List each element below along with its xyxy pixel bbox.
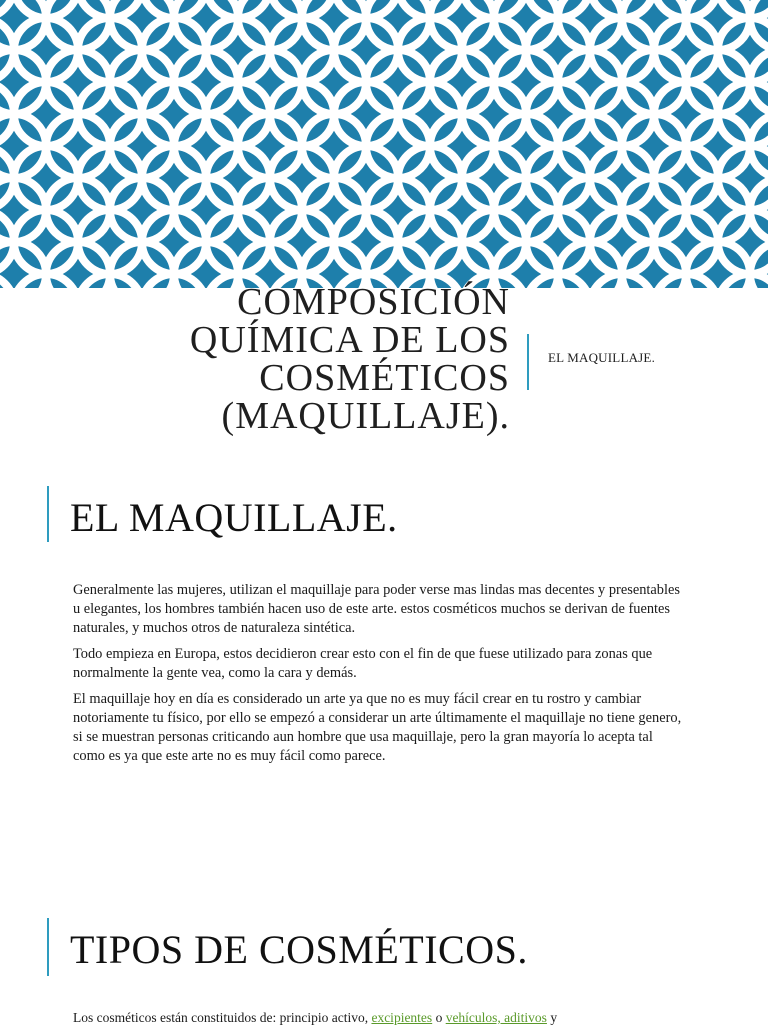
title-line-3: COSMÉTICOS [259,357,510,399]
intro-text: Los cosméticos están constituidos de: principio activo, [73,1010,372,1025]
section2-accent-bar [47,918,49,976]
title-line-4: (MAQUILLAJE). [221,395,510,437]
end-text: y [546,1010,558,1025]
paragraph-1: Generalmente las mujeres, utilizan el maquillaje para poder verse mas lindas mas decentes y presentables u elegantes, los hombres también hacen uso de este arte. estos cosméticos muchos se derivan de fuentes naturales, y muchos otros de naturaleza sintética. [73,582,680,636]
section1-heading: EL MAQUILLAJE. [70,495,398,540]
title-line-1: COMPOSICIÓN [237,281,510,323]
section1-accent-bar [47,486,49,542]
excipientes-link[interactable]: excipientes [371,1010,433,1025]
section2-heading: TIPOS DE COSMÉTICOS. [70,927,528,972]
vehiculos-aditivos-link[interactable]: vehículos, aditivos [445,1010,547,1025]
paragraph-2: Todo empieza en Europa, estos decidieron crear esto con el fin de que fuese utilizado para zonas que normalmente la gente vea, como la cara y demás. [73,646,653,681]
mid-text: o [432,1010,446,1025]
subtitle: EL MAQUILLAJE. [548,350,656,365]
section1-body [73,581,688,773]
paragraph-3: El maquillaje hoy en día es considerado un arte ya que no es muy fácil crear en tu rostro y cambiar notoriamente tu físico, por ello se empezó a considerar un arte últimamente el maquillaje no tiene genero, si se muestran personas criticando aun hombre que usa maquillaje, pero la gran mayoría lo acepta tal como es ya que este arte no es muy fácil como parece. [73,691,682,764]
geometric-pattern-banner [0,0,768,288]
title-line-2: QUÍMICA DE LOS [189,319,510,361]
presentation-title [120,283,510,435]
title-divider-bar [527,334,529,390]
